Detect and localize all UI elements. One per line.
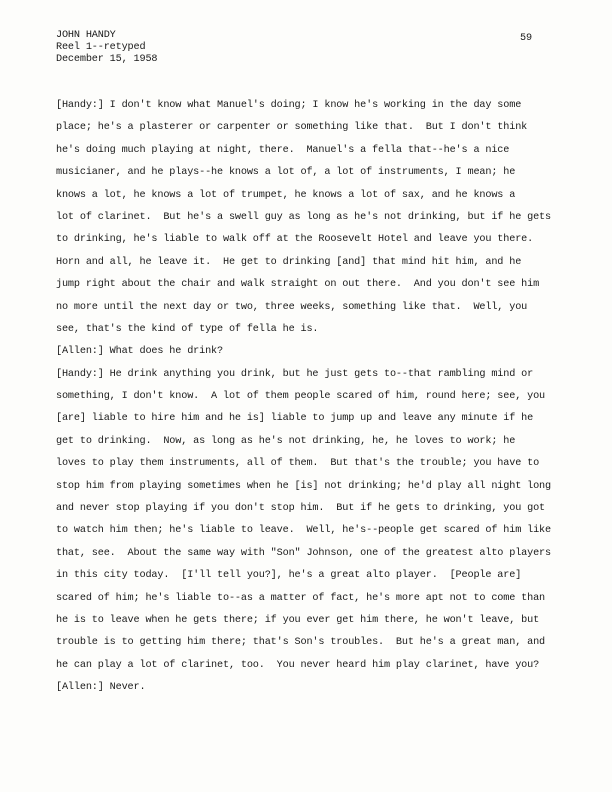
transcript-line: stop him from playing sometimes when he [is] not drinking; he'd play all night long bbox=[56, 480, 551, 492]
transcript-line: he is to leave when he gets there; if you ever get him there, he won't leave, but bbox=[56, 614, 540, 626]
reel-label: Reel 1--retyped bbox=[56, 42, 146, 53]
transcript-line: in this city today. [I'll tell you?], he's a great alto player. [People are] bbox=[56, 570, 522, 582]
transcript-body bbox=[56, 95, 576, 700]
interview-date: December 15, 1958 bbox=[56, 54, 158, 65]
transcript-line: knows a lot, he knows a lot of trumpet, he knows a lot of sax, and he knows a bbox=[56, 189, 516, 201]
transcript-line: jump right about the chair and walk straight on out there. And you don't see him bbox=[56, 279, 540, 291]
page-number: 59 bbox=[520, 33, 532, 44]
transcript-line: [Allen:] What does he drink? bbox=[56, 346, 223, 358]
transcript-line: [Handy:] I don't know what Manuel's doing; I know he's working in the day some bbox=[56, 100, 522, 111]
transcript-line: he's doing much playing at night, there. Manuel's a fella that--he's a nice bbox=[56, 144, 510, 156]
transcript-line: that, see. About the same way with "Son" Johnson, one of the greatest alto players bbox=[56, 547, 551, 559]
transcript-line: he can play a lot of clarinet, too. You never heard him play clarinet, have you? bbox=[56, 659, 540, 671]
transcript-line: trouble is to getting him there; that's Son's troubles. But he's a great man, and bbox=[56, 637, 546, 649]
transcript-line: and never stop playing if you don't stop him. But if he gets to drinking, you got bbox=[56, 503, 546, 515]
transcript-line: to watch him then; he's liable to leave. Well, he's--people get scared of him like bbox=[56, 525, 551, 537]
transcript-line: place; he's a plasterer or carpenter or something like that. But I don't think bbox=[56, 122, 528, 134]
transcript-line: to drinking, he's liable to walk off at the Roosevelt Hotel and leave you there. bbox=[56, 234, 534, 246]
transcript-line: [are] liable to hire him and he is] liable to jump up and leave any minute if he bbox=[56, 413, 534, 425]
transcript-line: something, I don't know. A lot of them people scared of him, round here; see, you bbox=[56, 391, 546, 403]
transcript-line: [Handy:] He drink anything you drink, but he just gets to--that rambling mind or bbox=[56, 368, 534, 380]
transcript-line: get to drinking. Now, as long as he's not drinking, he, he loves to work; he bbox=[56, 435, 516, 447]
page-header bbox=[56, 30, 157, 66]
transcript-line: [Allen:] Never. bbox=[56, 682, 146, 694]
transcript-line: lot of clarinet. But he's a swell guy as long as he's not drinking, but if he gets bbox=[56, 211, 551, 223]
transcript-line: scared of him; he's liable to--as a matter of fact, he's more apt not to come than bbox=[56, 592, 546, 604]
transcript-line: no more until the next day or two, three weeks, something like that. Well, you bbox=[56, 301, 528, 313]
interviewee-name: JOHN HANDY bbox=[56, 30, 116, 41]
transcript-line: loves to play them instruments, all of them. But that's the trouble; you have to bbox=[56, 458, 540, 470]
transcript-line: see, that's the kind of type of fella he is. bbox=[56, 323, 319, 335]
transcript-line: musicianer, and he plays--he knows a lot of, a lot of instruments, I mean; he bbox=[56, 167, 516, 179]
transcript-line: Horn and all, he leave it. He get to drinking [and] that mind hit him, and he bbox=[56, 256, 522, 268]
